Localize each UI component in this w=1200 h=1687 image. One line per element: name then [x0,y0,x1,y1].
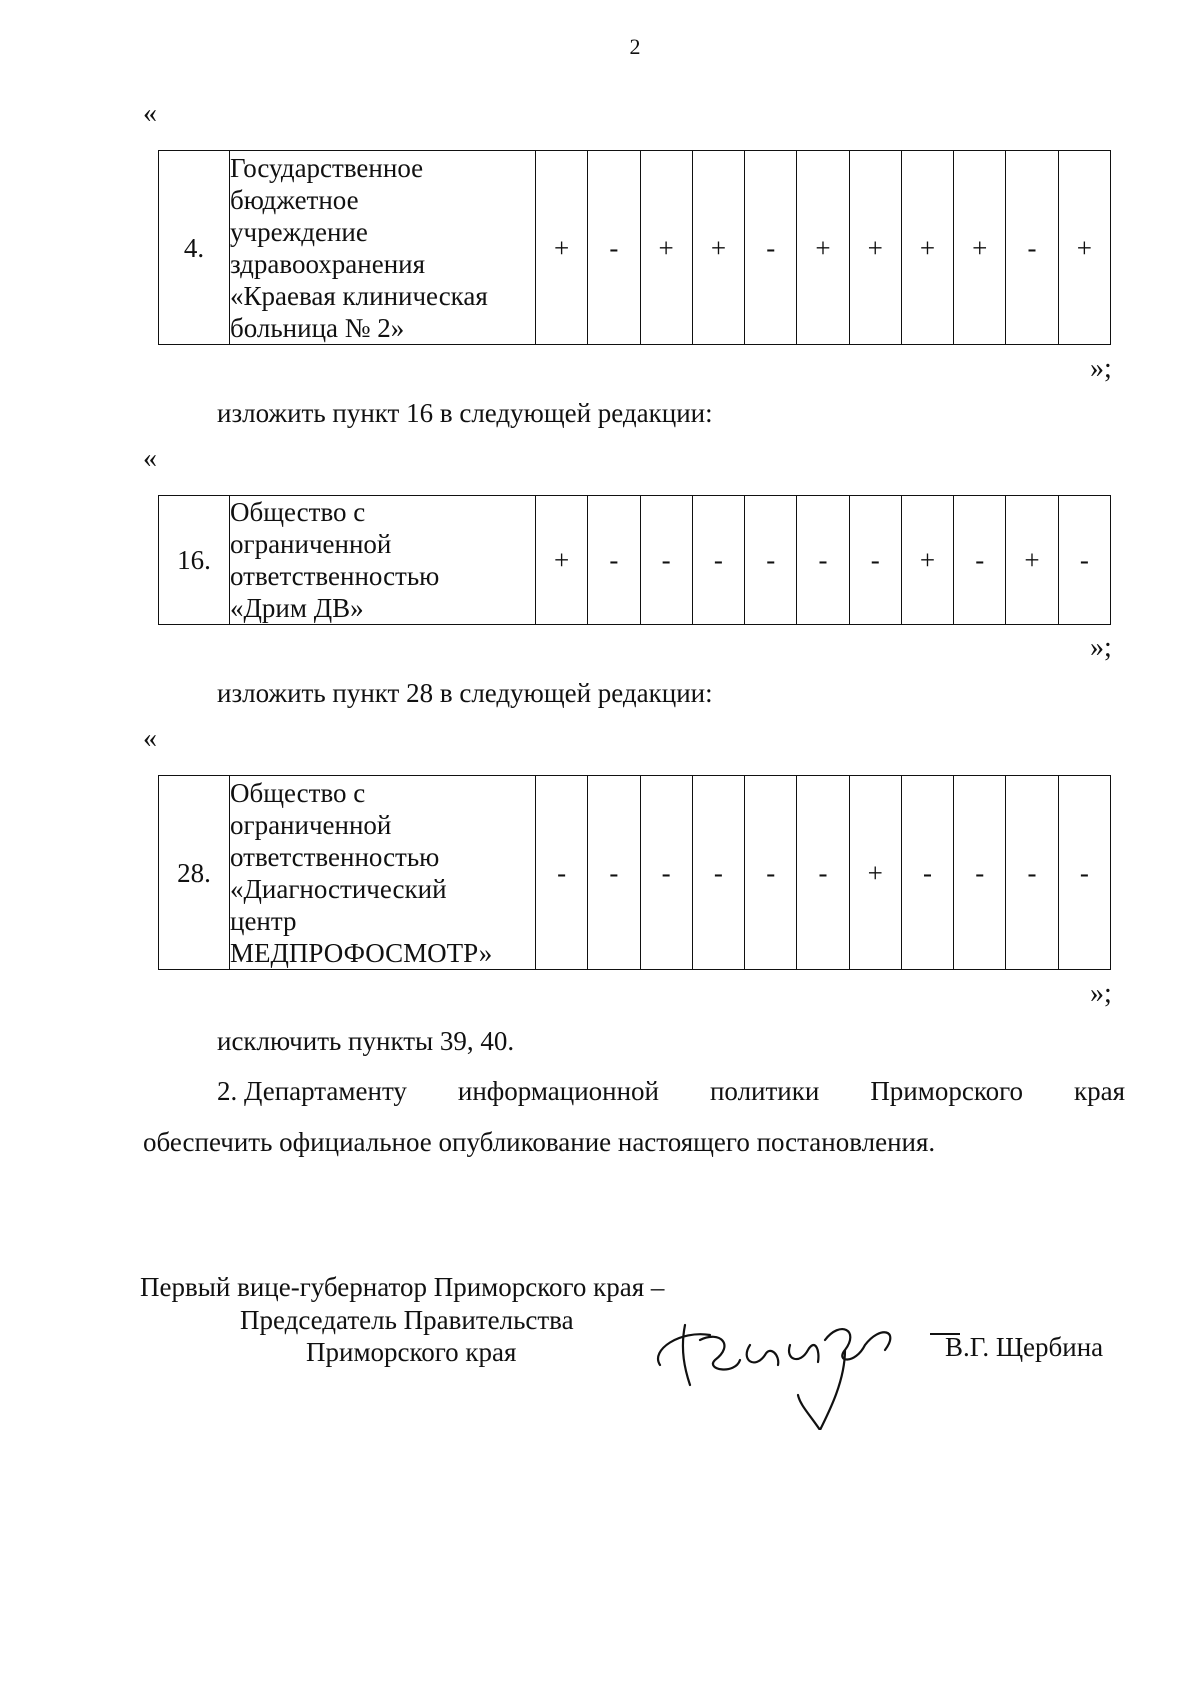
signature-title-line3: Приморского края [306,1337,517,1367]
mark-cell: + [849,151,901,345]
organization-name [230,496,536,625]
mark-cell: + [536,496,588,625]
mark-cell: - [640,496,692,625]
organization-name [230,776,536,970]
table-row-4 [158,150,1111,345]
organization-name-line: «Дрим ДВ» [230,593,364,623]
organization-name-line: «Краевая клиническая [230,280,488,311]
table-row [159,151,1111,345]
row-number: 16. [159,496,230,625]
mark-cell: + [640,151,692,345]
mark-cell: - [849,496,901,625]
table-row [159,776,1111,970]
mark-cell: - [745,151,797,345]
page-number: 2 [629,34,641,59]
mark-cell: - [1006,776,1058,970]
organization-name-line: ответственностью [230,841,440,872]
organization-name-line: ограниченной [230,529,392,559]
mark-cell: + [954,151,1006,345]
organization-name-line: ответственностью [230,561,440,591]
mark-cell: - [1006,151,1058,345]
mark-cell: + [1058,151,1110,345]
table-row-16 [158,495,1111,625]
organization-name [230,151,536,345]
mark-cell: - [588,496,640,625]
mark-cell: - [745,496,797,625]
handwritten-signature [640,1290,940,1430]
organization-name-line: больница № 2» [230,312,405,343]
mark-cell: + [901,151,953,345]
mark-cell: + [536,151,588,345]
organization-name-line: ограниченной [230,809,392,840]
organization-name-line: МЕДПРОФОСМОТР» [230,937,493,968]
mark-cell: - [745,776,797,970]
organization-name-line: здравоохранения [230,248,426,279]
organization-name-line: учреждение [230,216,368,247]
table-row-28 [158,775,1111,970]
mark-cell: - [1058,776,1110,970]
quote-close-1: »; [1090,353,1112,384]
mark-cell: - [588,776,640,970]
mark-cell: - [692,496,744,625]
signature-title-line2: Председатель Правительства [240,1305,574,1335]
mark-cell: - [1058,496,1110,625]
paragraph-word: политики [709,1076,820,1106]
paragraph-word: края [1073,1076,1125,1106]
organization-name-line: «Диагностический [230,873,447,904]
mark-cell: + [849,776,901,970]
signature-title-line1: Первый вице-губернатор Приморского края – [140,1272,665,1302]
paragraph-word: информационной [457,1076,659,1106]
mark-cell: - [692,776,744,970]
paragraph-16: изложить пункт 16 в следующей редакции: [217,398,713,428]
paragraph-2-line2: обеспечить официальное опубликование настоящего постановления. [143,1127,936,1157]
paragraph-word: 2. Департаменту [217,1076,407,1106]
signatory-name: В.Г. Щербина [945,1332,1104,1362]
mark-cell: + [901,496,953,625]
quote-open-2: « [143,443,157,474]
mark-cell: - [901,776,953,970]
mark-cell: + [692,151,744,345]
paragraph-word: Приморского [870,1076,1023,1106]
organization-name-line: Общество с [230,497,366,527]
quote-close-2: »; [1090,632,1112,663]
mark-cell: - [588,151,640,345]
organization-name-line: Государственное [230,152,424,183]
table-row [159,496,1111,625]
mark-cell: + [797,151,849,345]
mark-cell: - [954,496,1006,625]
mark-cell: - [797,496,849,625]
row-number: 4. [159,151,230,345]
quote-open-1: « [143,98,157,129]
quote-open-3: « [143,723,157,754]
organization-name-line: Общество с [230,777,366,808]
paragraph-2-line1 [217,1076,1125,1107]
quote-close-3: »; [1090,978,1112,1009]
mark-cell: - [954,776,1006,970]
organization-name-line: центр [230,905,297,936]
mark-cell: - [797,776,849,970]
mark-cell: - [640,776,692,970]
mark-cell: - [536,776,588,970]
mark-cell: + [1006,496,1058,625]
organization-name-line: бюджетное [230,184,359,215]
paragraph-28: изложить пункт 28 в следующей редакции: [217,678,713,708]
row-number: 28. [159,776,230,970]
paragraph-exclude: исключить пункты 39, 40. [217,1026,515,1056]
